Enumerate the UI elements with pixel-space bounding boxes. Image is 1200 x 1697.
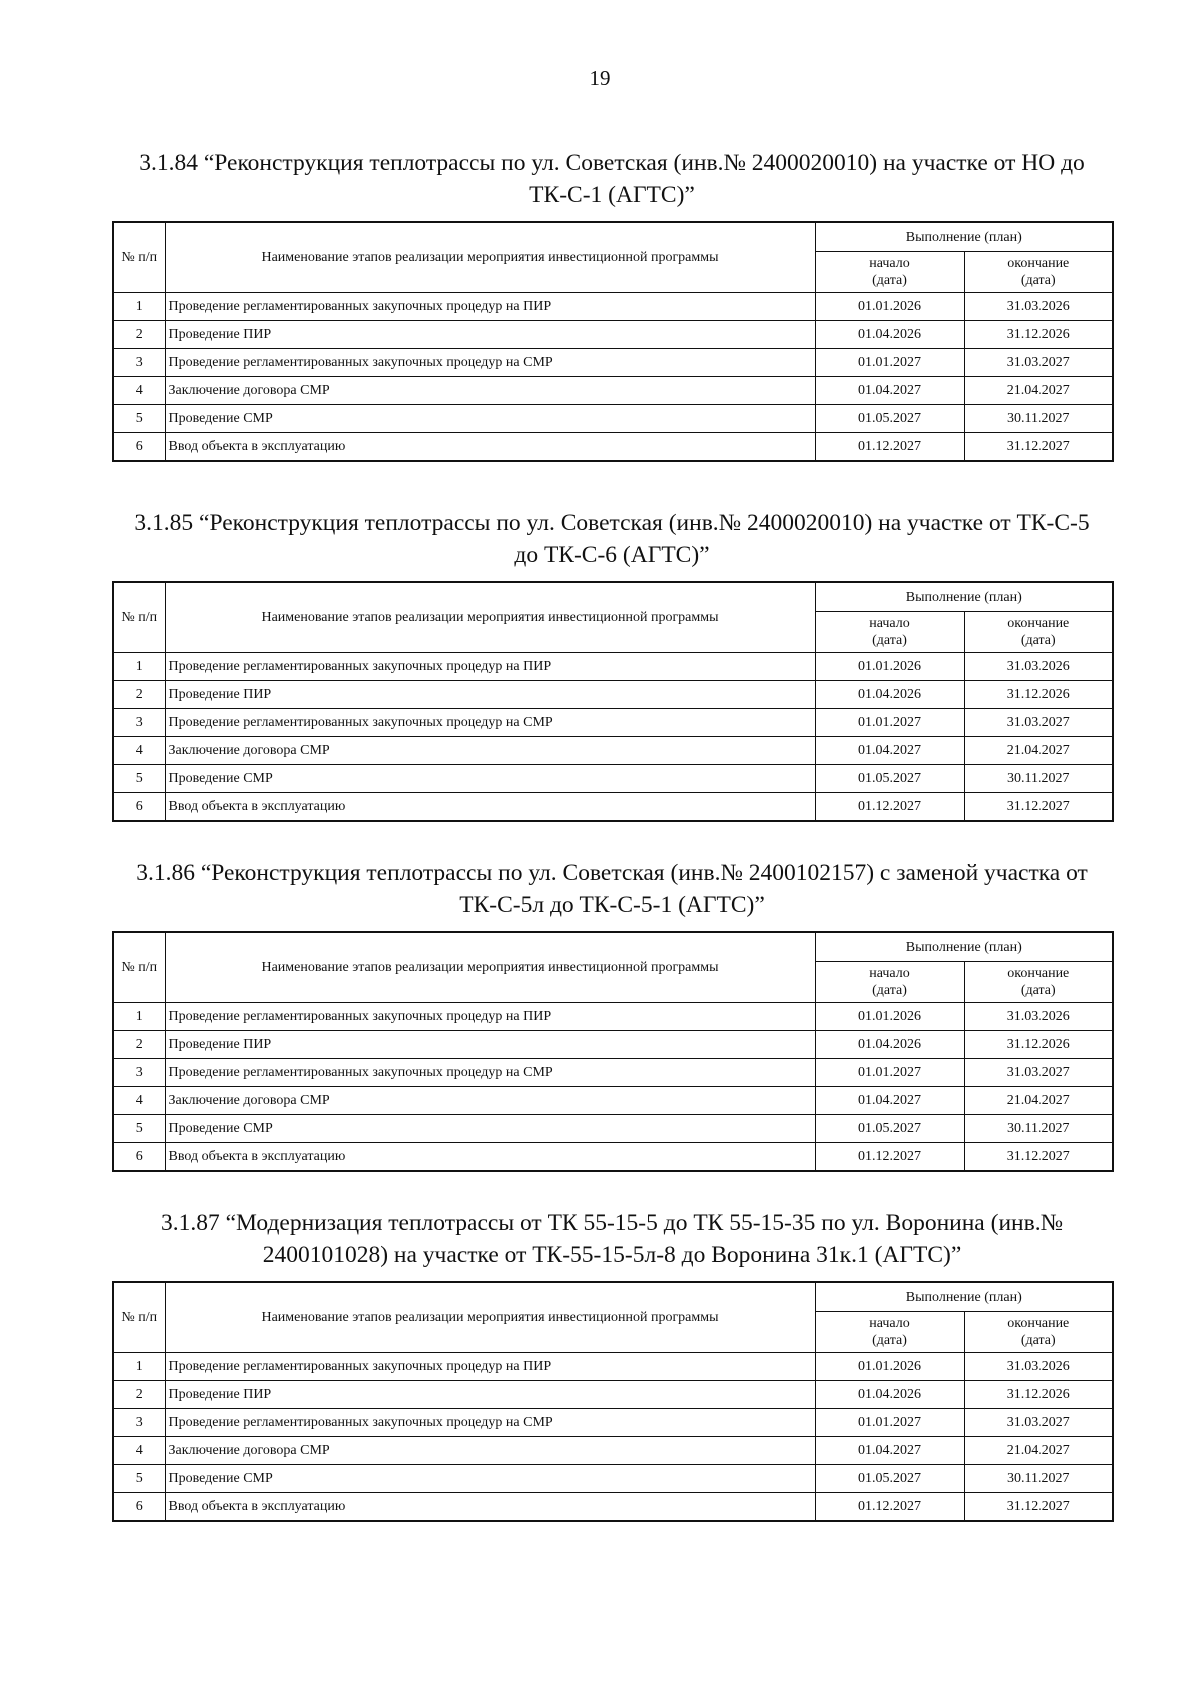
row-end-date: 31.12.2026 xyxy=(964,681,1113,709)
header-end xyxy=(964,252,1113,293)
section-title-line: 3.1.85 “Реконструкция теплотрассы по ул. Советская (инв.№ 2400020010) на участке от ТК-С-5 xyxy=(134,510,1090,536)
row-stage-name: Проведение регламентированных закупочных процедур на СМР xyxy=(165,1059,815,1087)
row-end-date: 31.12.2026 xyxy=(964,1381,1113,1409)
table-row xyxy=(113,681,1113,709)
row-stage-name: Заключение договора СМР xyxy=(165,1087,815,1115)
row-stage-name: Проведение регламентированных закупочных процедур на СМР xyxy=(165,709,815,737)
row-stage-name: Проведение регламентированных закупочных процедур на ПИР xyxy=(165,653,815,681)
row-start-date: 01.01.2027 xyxy=(815,1059,964,1087)
row-stage-name: Ввод объекта в эксплуатацию xyxy=(165,1493,815,1521)
row-start-date: 01.01.2026 xyxy=(815,1003,964,1031)
row-start-date: 01.01.2026 xyxy=(815,293,964,321)
row-stage-name: Проведение регламентированных закупочных процедур на ПИР xyxy=(165,1003,815,1031)
row-end-date: 21.04.2027 xyxy=(964,1437,1113,1465)
table-row xyxy=(113,349,1113,377)
row-start-date: 01.01.2026 xyxy=(815,1353,964,1381)
row-end-date: 31.12.2027 xyxy=(964,1143,1113,1171)
header-name: Наименование этапов реализации мероприятия инвестиционной программы xyxy=(165,582,815,653)
row-start-date: 01.04.2027 xyxy=(815,1437,964,1465)
row-start-date: 01.05.2027 xyxy=(815,1465,964,1493)
row-start-date: 01.12.2027 xyxy=(815,1143,964,1171)
row-stage-name: Проведение регламентированных закупочных процедур на ПИР xyxy=(165,293,815,321)
row-num: 5 xyxy=(113,405,165,433)
row-num: 2 xyxy=(113,1381,165,1409)
row-end-date: 31.03.2027 xyxy=(964,1059,1113,1087)
row-end-date: 21.04.2027 xyxy=(964,737,1113,765)
table-row xyxy=(113,405,1113,433)
row-stage-name: Проведение ПИР xyxy=(165,1031,815,1059)
header-end-word: окончание xyxy=(1007,1316,1070,1331)
row-stage-name: Проведение СМР xyxy=(165,405,815,433)
header-end xyxy=(964,1312,1113,1353)
row-num: 3 xyxy=(113,1059,165,1087)
row-start-date: 01.05.2027 xyxy=(815,1115,964,1143)
row-num: 1 xyxy=(113,293,165,321)
row-start-date: 01.04.2026 xyxy=(815,321,964,349)
row-start-date: 01.04.2027 xyxy=(815,1087,964,1115)
row-start-date: 01.04.2026 xyxy=(815,1381,964,1409)
section-3-1-87 xyxy=(112,1207,1112,1522)
header-start-word: начало xyxy=(869,1316,910,1331)
row-num: 3 xyxy=(113,709,165,737)
row-num: 5 xyxy=(113,1115,165,1143)
table-row xyxy=(113,709,1113,737)
table-row xyxy=(113,1381,1113,1409)
header-execution: Выполнение (план) xyxy=(815,222,1113,252)
header-end-word: окончание xyxy=(1007,616,1070,631)
row-num: 3 xyxy=(113,1409,165,1437)
row-end-date: 31.12.2027 xyxy=(964,1493,1113,1521)
table-row xyxy=(113,1353,1113,1381)
row-end-date: 21.04.2027 xyxy=(964,1087,1113,1115)
row-num: 1 xyxy=(113,1353,165,1381)
row-num: 6 xyxy=(113,1143,165,1171)
header-start xyxy=(815,612,964,653)
row-start-date: 01.12.2027 xyxy=(815,793,964,821)
row-start-date: 01.01.2027 xyxy=(815,1409,964,1437)
row-start-date: 01.01.2026 xyxy=(815,653,964,681)
section-title-line: ТК-С-1 (АГТС)” xyxy=(529,182,695,208)
row-end-date: 31.03.2027 xyxy=(964,709,1113,737)
row-end-date: 31.12.2027 xyxy=(964,793,1113,821)
table-row xyxy=(113,1031,1113,1059)
plan-table xyxy=(112,931,1114,1172)
section-title-line: до ТК-С-6 (АГТС)” xyxy=(514,542,710,568)
row-start-date: 01.01.2027 xyxy=(815,709,964,737)
row-num: 5 xyxy=(113,765,165,793)
row-end-date: 21.04.2027 xyxy=(964,377,1113,405)
row-num: 2 xyxy=(113,1031,165,1059)
row-end-date: 31.03.2027 xyxy=(964,1409,1113,1437)
header-start xyxy=(815,1312,964,1353)
row-num: 3 xyxy=(113,349,165,377)
header-num: № п/п xyxy=(113,932,165,1003)
row-end-date: 30.11.2027 xyxy=(964,405,1113,433)
row-num: 1 xyxy=(113,653,165,681)
page-number: 19 xyxy=(589,66,611,90)
row-start-date: 01.05.2027 xyxy=(815,405,964,433)
row-start-date: 01.01.2027 xyxy=(815,349,964,377)
table-row xyxy=(113,1003,1113,1031)
row-start-date: 01.04.2026 xyxy=(815,681,964,709)
row-start-date: 01.04.2027 xyxy=(815,737,964,765)
row-stage-name: Проведение СМР xyxy=(165,1465,815,1493)
row-num: 2 xyxy=(113,321,165,349)
row-num: 6 xyxy=(113,433,165,461)
row-end-date: 30.11.2027 xyxy=(964,1115,1113,1143)
header-num: № п/п xyxy=(113,222,165,293)
row-end-date: 31.03.2026 xyxy=(964,1003,1113,1031)
table-row xyxy=(113,293,1113,321)
header-end-word: окончание xyxy=(1007,966,1070,981)
header-end-word: окончание xyxy=(1007,256,1070,271)
row-end-date: 31.12.2026 xyxy=(964,1031,1113,1059)
row-end-date: 31.12.2026 xyxy=(964,321,1113,349)
row-stage-name: Проведение ПИР xyxy=(165,1381,815,1409)
row-end-date: 30.11.2027 xyxy=(964,1465,1113,1493)
header-num: № п/п xyxy=(113,1282,165,1353)
row-end-date: 31.03.2026 xyxy=(964,293,1113,321)
section-title-line: 2400101028) на участке от ТК-55-15-5л-8 до Воронина 31к.1 (АГТС)” xyxy=(262,1242,962,1268)
section-title xyxy=(112,507,1112,571)
header-start-word: начало xyxy=(869,256,910,271)
table-row xyxy=(113,1087,1113,1115)
table-row xyxy=(113,1409,1113,1437)
header-name: Наименование этапов реализации мероприятия инвестиционной программы xyxy=(165,932,815,1003)
row-num: 1 xyxy=(113,1003,165,1031)
table-row xyxy=(113,765,1113,793)
row-stage-name: Проведение ПИР xyxy=(165,321,815,349)
header-date-word: (дата) xyxy=(872,1333,907,1348)
row-start-date: 01.05.2027 xyxy=(815,765,964,793)
plan-table xyxy=(112,581,1114,822)
row-end-date: 31.03.2026 xyxy=(964,1353,1113,1381)
row-start-date: 01.04.2027 xyxy=(815,377,964,405)
header-date-word: (дата) xyxy=(1020,273,1056,288)
row-end-date: 30.11.2027 xyxy=(964,765,1113,793)
row-stage-name: Проведение регламентированных закупочных процедур на СМР xyxy=(165,1409,815,1437)
header-date-word: (дата) xyxy=(872,983,907,998)
header-name: Наименование этапов реализации мероприятия инвестиционной программы xyxy=(165,222,815,293)
header-end xyxy=(964,612,1113,653)
row-end-date: 31.12.2027 xyxy=(964,433,1113,461)
table-row xyxy=(113,737,1113,765)
section-title-line: 3.1.84 “Реконструкция теплотрассы по ул. Советская (инв.№ 2400020010) на участке от НО до xyxy=(139,150,1085,176)
row-stage-name: Ввод объекта в эксплуатацию xyxy=(165,433,815,461)
section-title-line: ТК-С-5л до ТК-С-5-1 (АГТС)” xyxy=(459,892,765,918)
section-title-line: 3.1.86 “Реконструкция теплотрассы по ул. Советская (инв.№ 2400102157) с заменой участка от xyxy=(136,860,1088,886)
header-start xyxy=(815,252,964,293)
header-date-word: (дата) xyxy=(1020,983,1056,998)
plan-table xyxy=(112,1281,1114,1522)
section-title-line: 3.1.87 “Модернизация теплотрассы от ТК 55-15-5 до ТК 55-15-35 по ул. Воронина (инв.№ xyxy=(161,1210,1063,1236)
row-num: 4 xyxy=(113,1087,165,1115)
table-row xyxy=(113,1437,1113,1465)
table-row xyxy=(113,793,1113,821)
row-end-date: 31.03.2026 xyxy=(964,653,1113,681)
section-title xyxy=(112,147,1112,211)
row-stage-name: Проведение СМР xyxy=(165,765,815,793)
table-row xyxy=(113,1493,1113,1521)
table-row xyxy=(113,433,1113,461)
header-end xyxy=(964,962,1113,1003)
row-stage-name: Заключение договора СМР xyxy=(165,377,815,405)
row-stage-name: Ввод объекта в эксплуатацию xyxy=(165,1143,815,1171)
row-num: 4 xyxy=(113,1437,165,1465)
row-num: 6 xyxy=(113,1493,165,1521)
table-row xyxy=(113,1143,1113,1171)
header-start-word: начало xyxy=(869,616,910,631)
row-num: 5 xyxy=(113,1465,165,1493)
header-execution: Выполнение (план) xyxy=(815,1282,1113,1312)
header-execution: Выполнение (план) xyxy=(815,932,1113,962)
row-num: 6 xyxy=(113,793,165,821)
row-num: 4 xyxy=(113,377,165,405)
row-stage-name: Проведение регламентированных закупочных процедур на ПИР xyxy=(165,1353,815,1381)
section-3-1-86 xyxy=(112,857,1112,1172)
row-stage-name: Проведение СМР xyxy=(165,1115,815,1143)
section-3-1-84 xyxy=(112,147,1112,462)
header-date-word: (дата) xyxy=(872,633,907,648)
table-row xyxy=(113,1465,1113,1493)
row-start-date: 01.12.2027 xyxy=(815,1493,964,1521)
row-num: 2 xyxy=(113,681,165,709)
header-name: Наименование этапов реализации мероприятия инвестиционной программы xyxy=(165,1282,815,1353)
header-date-word: (дата) xyxy=(1020,633,1056,648)
row-stage-name: Проведение регламентированных закупочных процедур на СМР xyxy=(165,349,815,377)
row-num: 4 xyxy=(113,737,165,765)
section-title xyxy=(112,857,1112,921)
table-row xyxy=(113,321,1113,349)
row-stage-name: Заключение договора СМР xyxy=(165,737,815,765)
header-date-word: (дата) xyxy=(1020,1333,1056,1348)
header-start-word: начало xyxy=(869,966,910,981)
table-row xyxy=(113,653,1113,681)
row-stage-name: Проведение ПИР xyxy=(165,681,815,709)
row-start-date: 01.12.2027 xyxy=(815,433,964,461)
row-stage-name: Ввод объекта в эксплуатацию xyxy=(165,793,815,821)
row-end-date: 31.03.2027 xyxy=(964,349,1113,377)
section-title xyxy=(112,1207,1112,1271)
table-row xyxy=(113,1115,1113,1143)
row-stage-name: Заключение договора СМР xyxy=(165,1437,815,1465)
header-date-word: (дата) xyxy=(872,273,907,288)
row-start-date: 01.04.2026 xyxy=(815,1031,964,1059)
header-start xyxy=(815,962,964,1003)
section-3-1-85 xyxy=(112,507,1112,822)
table-row xyxy=(113,1059,1113,1087)
header-execution: Выполнение (план) xyxy=(815,582,1113,612)
plan-table xyxy=(112,221,1114,462)
header-num: № п/п xyxy=(113,582,165,653)
table-row xyxy=(113,377,1113,405)
